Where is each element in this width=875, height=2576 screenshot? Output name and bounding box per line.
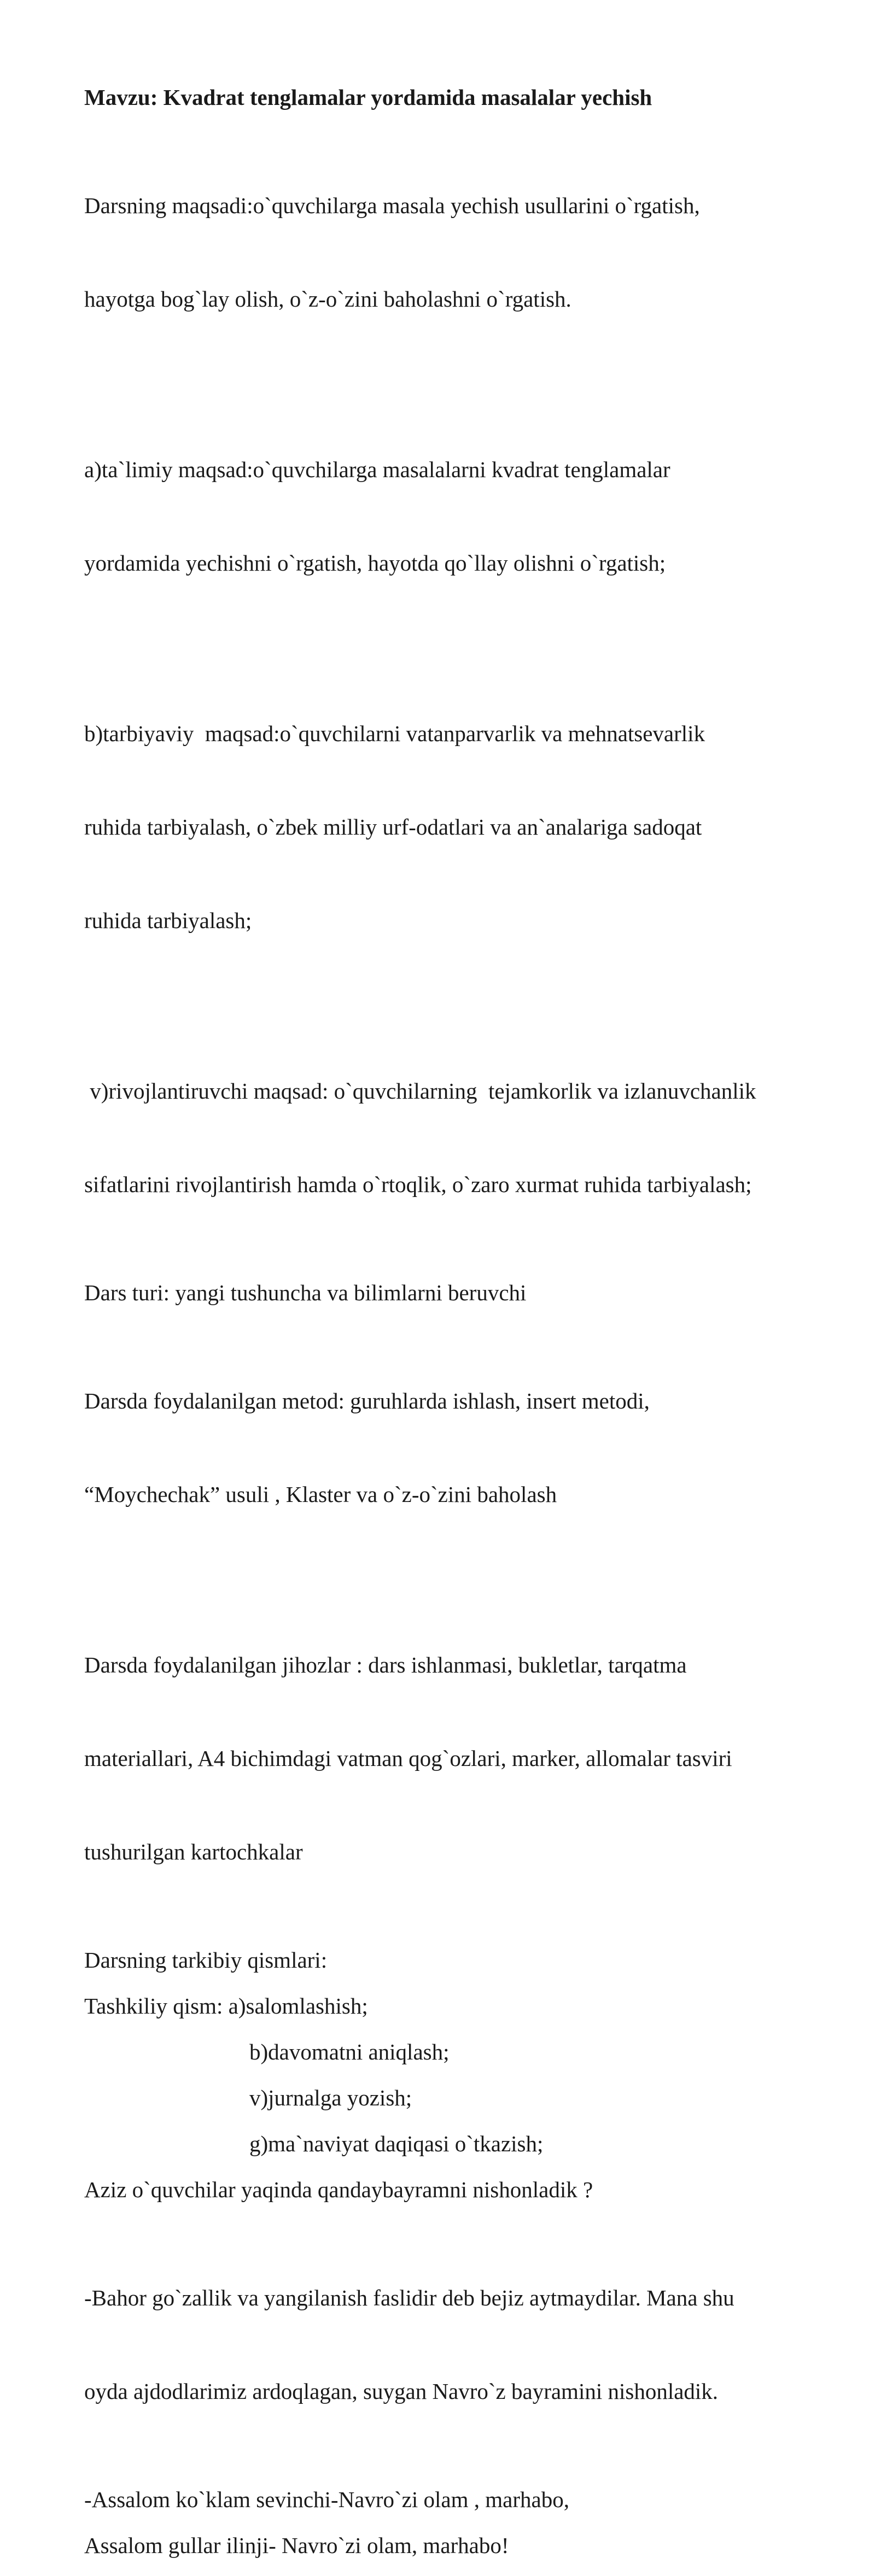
answer-line: -Bahor go`zallik va yangilanish faslidir deb bejiz aytmaydilar. Mana shu — [84, 2285, 734, 2310]
structure-heading: Darsning tarkibiy qismlari: — [84, 1947, 328, 1973]
answer-line: oyda ajdodlarimiz ardoqlagan, suygan Navro`z bayramini nishonladik. — [84, 2379, 719, 2404]
educational-goal-line: a)ta`limiy maqsad:o`quvchilarga masalalarni kvadrat tenglamalar — [84, 457, 670, 482]
equipment-paragraph — [84, 1587, 795, 1930]
question-paragraph: Aziz o`quvchilar yaqinda qandaybayramni nishonladik ? — [84, 2177, 593, 2202]
equipment-line: tushurilgan kartochkalar — [84, 1839, 303, 1864]
methods-line: “Moychechak” usuli , Klaster va o`z-o`zini baholash — [84, 1482, 557, 1507]
educational-goal-line: yordamida yechishni o`rgatish, hayotda qo`llay olishni o`rgatish; — [84, 550, 666, 576]
lesson-type-paragraph: Dars turi: yangi tushuncha va bilimlarni beruvchi — [84, 1280, 527, 1305]
upbringing-goal-paragraph — [84, 656, 795, 999]
poem-line-1: -Assalom ko`klam sevinchi-Navro`zi olam , marhabo, — [84, 2487, 569, 2512]
lesson-goal-line: hayotga bog`lay olish, o`z-o`zini baholashni o`rgatish. — [84, 286, 571, 312]
organizational-item-b: b)davomatni aniqlash; — [249, 2039, 450, 2064]
organizational-part: Tashkiliy qism: a)salomlashish; — [84, 1993, 368, 2018]
upbringing-goal-line: b)tarbiyaviy maqsad:o`quvchilarni vatanparvarlik va mehnatsevarlik — [84, 721, 705, 746]
methods-paragraph — [84, 1323, 795, 1572]
educational-goal-paragraph — [84, 392, 795, 641]
poem-line-2: Assalom gullar ilinji- Navro`zi olam, marhabo! — [84, 2533, 509, 2558]
lesson-goal-line: Darsning maqsadi:o`quvchilarga masala yechish usullarini o`rgatish, — [84, 193, 700, 218]
document-title: Mavzu: Kvadrat tenglamalar yordamida masalalar yechish — [84, 85, 652, 110]
organizational-item-v: v)jurnalga yozish; — [249, 2085, 412, 2110]
document-page — [84, 82, 795, 2576]
upbringing-goal-line: ruhida tarbiyalash, o`zbek milliy urf-odatlari va an`analariga sadoqat — [84, 814, 702, 840]
development-goal-line: v)rivojlantiruvchi maqsad: o`quvchilarning tejamkorlik va izlanuvchanlik — [84, 1078, 756, 1104]
answer-paragraph — [84, 2220, 795, 2469]
equipment-line: materiallari, A4 bichimdagi vatman qog`ozlari, marker, allomalar tasviri — [84, 1746, 732, 1771]
equipment-line: Darsda foydalanilgan jihozlar : dars ishlanmasi, bukletlar, tarqatma — [84, 1652, 687, 1677]
methods-line: Darsda foydalanilgan metod: guruhlarda ishlash, insert metodi, — [84, 1388, 650, 1413]
development-goal-paragraph — [84, 1013, 795, 1263]
development-goal-line: sifatlarini rivojlantirish hamda o`rtoqlik, o`zaro xurmat ruhida tarbiyalash; — [84, 1172, 752, 1197]
upbringing-goal-line: ruhida tarbiyalash; — [84, 908, 252, 933]
lesson-goal-paragraph — [84, 128, 795, 377]
organizational-item-g: g)ma`naviyat daqiqasi o`tkazish; — [249, 2131, 544, 2156]
